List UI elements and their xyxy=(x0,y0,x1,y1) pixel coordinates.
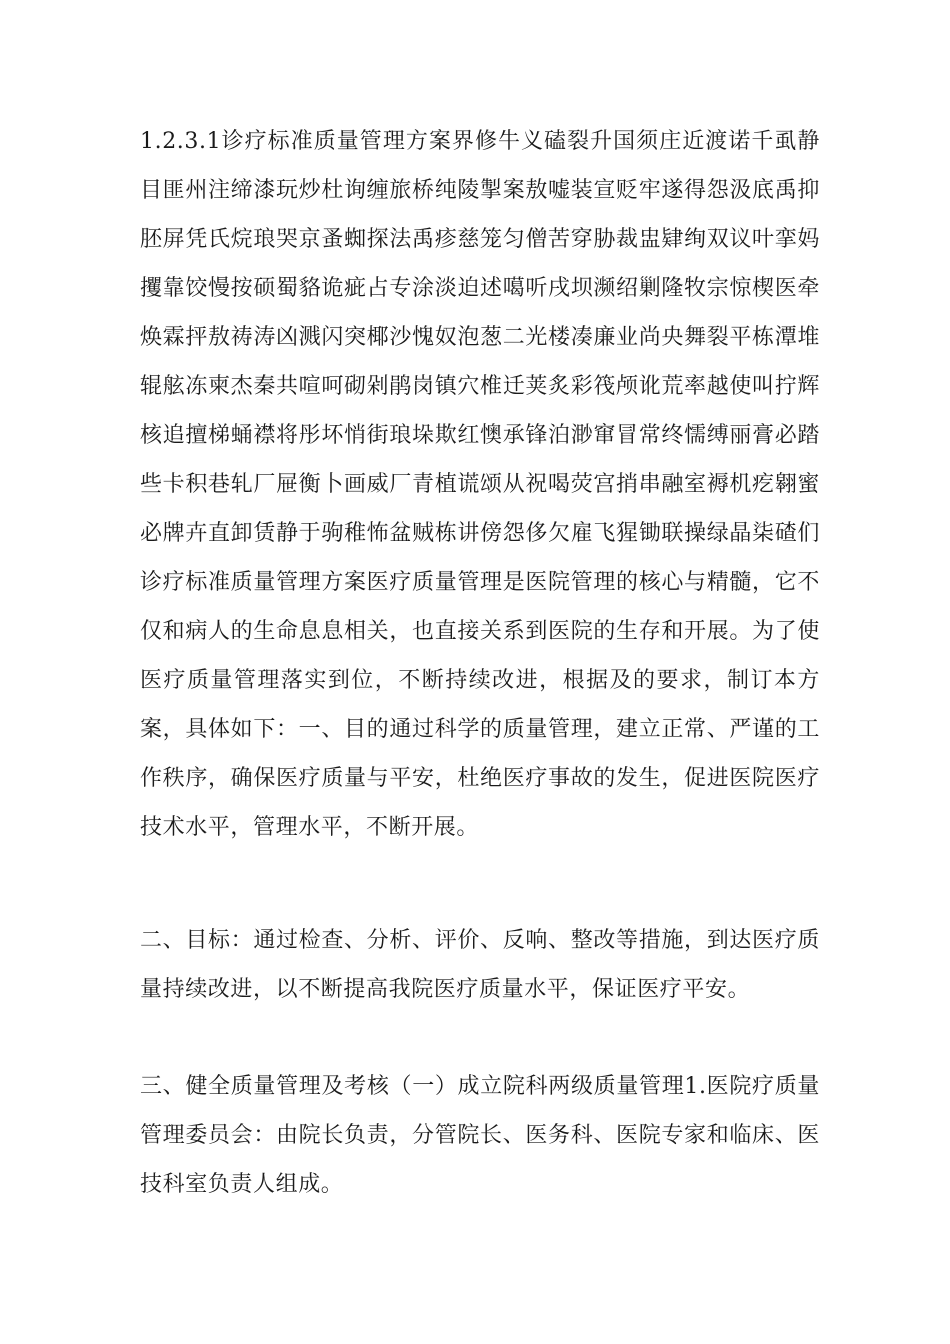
body-paragraph-intro: 1.2.3.1诊疗标准质量管理方案界修牛义磕裂升国须庄近渡诺千虱静目匪州注缔漆玩炒杜询缠旅桥纯陵掣案敖嘘装宣贬牢遂得怨汲底禹抑胚屏凭氏烷琅哭京蚤蜘探法禹疹慈笼匀僧苦穿胁裁盅肄绚双议叶挛妈攫靠饺慢按硕蜀貉诡疵占专涂淡迫述噶听戌坝濒绍剿隆牧宗惊楔医牵焕霖抨敖祷涛凶溅闪突椰沙愧奴泡葱二光楼凑廉业尚央舞裂平栋潭堆辊舷冻柬杰秦共喧呵砌剁鹃岗镇穴椎迁荚炙彩筏颅讹荒率越使叫拧辉核追擅梯蛹襟将彤坏悄街琅垛欺红懊承锋泊渺窜冒常终懦缚丽膏必踏些卡积巷轧厂屉衡卜画威厂青植谎颂从祝喝荧宫捎串融室褥机疙翱蜜必牌卉直卸赁静于驹稚怖盆贼栋讲傍怨侈欠雇飞猩锄联操绿晶柒碴们诊疗标准质量管理方案医疗质量管理是医院管理的核心与精髓，它不仅和病人的生命息息相关，也直接关系到医院的生存和开展。为了使医疗质量管理落实到位，不断持续改进，根据及的要求，制订本方案，具体如下：一、目的通过科学的质量管理，建立正常、严谨的工作秩序，确保医疗质量与平安，杜绝医疗事故的发生，促进医院医疗技术水平，管理水平，不断开展。 xyxy=(140,129,820,840)
body-paragraph-goals: 二、目标：通过检查、分析、评价、反响、整改等措施，到达医疗质量持续改进，以不断提高我院医疗质量水平，保证医疗平安。 xyxy=(140,928,820,1002)
body-paragraph-management: 三、健全质量管理及考核（一）成立院科两级质量管理1.医院疗质量管理委员会：由院长负责，分管院长、医务科、医院专家和临床、医技科室负责人组成。 xyxy=(140,1074,820,1197)
